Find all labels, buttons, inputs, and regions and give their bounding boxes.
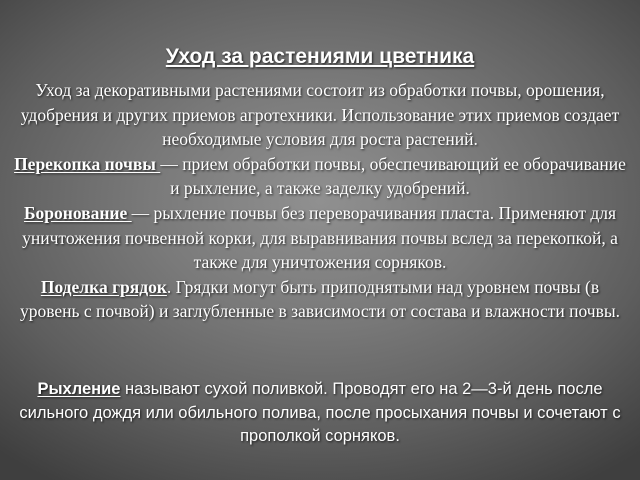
term-digging: Перекопка почвы <box>14 153 161 174</box>
page-title: Уход за растениями цветника <box>165 45 475 68</box>
section-beds <box>14 275 626 324</box>
definition-harrowing: — рыхление почвы без переворачивания пласта. Применяют для уничтожения почвенной корки, для выравнивания почвы вслед за перекопкой, а также для уничтожения сорняков. <box>22 202 618 273</box>
definition-loosening: называют сухой поливкой. Проводят его на 2—3-й день после сильного дождя или обильного полива, после просыхания почвы и сочетают с прополкой сорняков. <box>19 380 621 445</box>
section-digging <box>14 152 626 201</box>
intro-paragraph: Уход за декоративными растениями состоит из обработки почвы, орошения, удобрения и других приемов агротехники. Использование этих приемов создает необходимые условия для роста растений. <box>20 80 620 150</box>
loosening-paragraph <box>14 378 626 449</box>
term-harrowing: Боронование <box>23 202 132 223</box>
term-beds: Поделка грядок <box>40 276 167 297</box>
section-loosening <box>14 378 626 449</box>
definition-beds: . Грядки могут быть приподнятыми над уровнем почвы (в уровень с почвой) и заглубленные в зависимости от состава и влажности почвы. <box>19 276 621 322</box>
slide-body <box>14 78 626 324</box>
section-harrowing <box>14 201 626 275</box>
definition-digging: — прием обработки почвы, обеспечивающий ее оборачивание и рыхление, а также заделку удобрений. <box>160 153 626 199</box>
term-loosening: Рыхление <box>37 380 121 398</box>
